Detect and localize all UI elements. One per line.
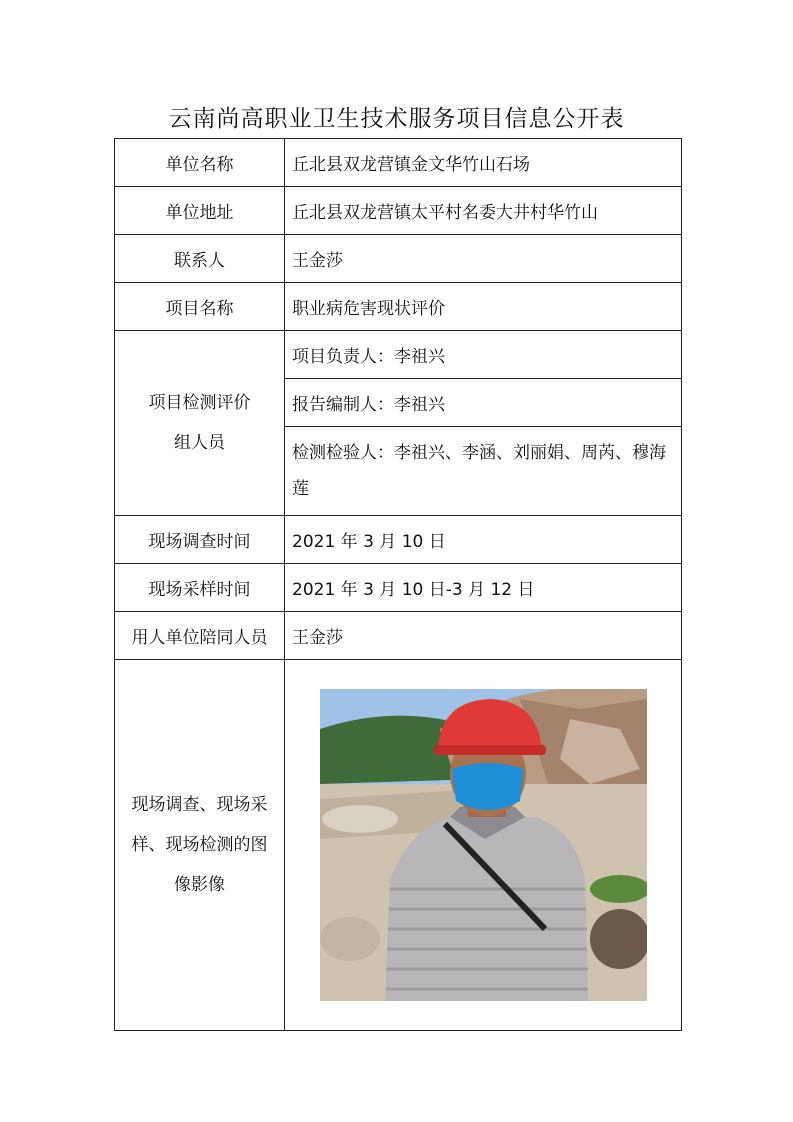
label-unit-address: 单位地址 [115,187,285,235]
page-title: 云南尚高职业卫生技术服务项目信息公开表 [168,106,625,132]
site-photo [320,689,647,1001]
row-contact [115,235,682,283]
label-images-line2: 样、现场检测的图 [131,835,268,855]
value-contact: 王金莎 [285,235,682,283]
value-team-leader: 项目负责人：李祖兴 [285,331,682,379]
label-team-line2: 组人员 [174,433,225,453]
value-project-name: 职业病危害现状评价 [285,283,682,331]
row-team-leader [115,331,682,379]
row-unit-name [115,139,682,187]
row-unit-address [115,187,682,235]
photo-cell [285,660,682,1031]
value-unit-address: 丘北县双龙营镇太平村名委大井村华竹山 [285,187,682,235]
value-team-inspectors: 检测检验人：李祖兴、李涵、刘丽娟、周芮、穆海莲 [285,427,682,516]
row-accompany [115,612,682,660]
value-team-report-writer: 报告编制人：李祖兴 [285,379,682,427]
label-images-line3: 像影像 [174,875,225,895]
value-accompany: 王金莎 [285,612,682,660]
label-survey-time: 现场调查时间 [115,516,285,564]
label-contact: 联系人 [115,235,285,283]
row-images [115,660,682,1031]
photo-mask [452,763,524,810]
value-survey-time: 2021 年 3 月 10 日 [285,516,682,564]
row-sampling-time [115,564,682,612]
label-images [115,660,285,1031]
row-survey-time [115,516,682,564]
row-project-name [115,283,682,331]
value-unit-name: 丘北县双龙营镇金文华竹山石场 [285,139,682,187]
label-project-name: 项目名称 [115,283,285,331]
label-team [115,331,285,516]
info-table [114,138,682,1031]
value-sampling-time: 2021 年 3 月 10 日-3 月 12 日 [285,564,682,612]
label-images-line1: 现场调查、现场采 [131,795,268,815]
label-sampling-time: 现场采样时间 [115,564,285,612]
label-unit-name: 单位名称 [115,139,285,187]
label-accompany: 用人单位陪同人员 [115,612,285,660]
label-team-line1: 项目检测评价 [148,393,251,413]
